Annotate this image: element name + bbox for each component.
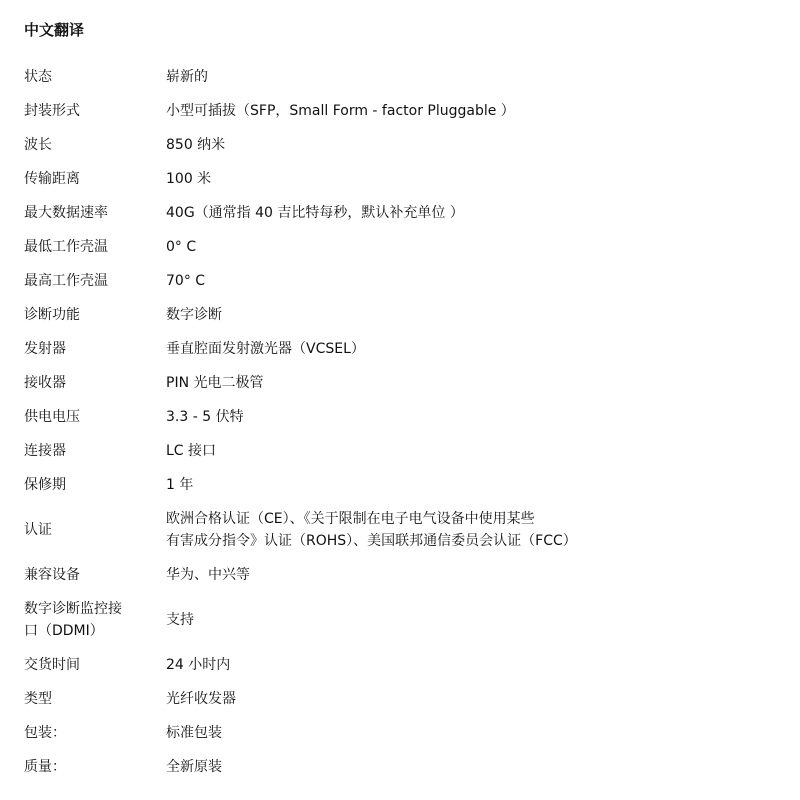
spec-row-wavelength [24, 128, 764, 162]
spec-key [24, 592, 166, 648]
spec-key: 供电电压 [24, 409, 80, 425]
spec-key: 发射器 [24, 341, 66, 357]
spec-row-transmitter [24, 332, 764, 366]
spec-row-voltage [24, 400, 764, 434]
spec-key-line: 口（DDMI） [24, 623, 104, 639]
spec-key: 状态 [24, 69, 52, 85]
spec-value: PIN 光电二极管 [166, 375, 264, 391]
spec-value: 光纤收发器 [166, 691, 236, 707]
spec-key: 波长 [24, 137, 52, 153]
spec-value [166, 502, 764, 558]
spec-key: 质量： [24, 759, 66, 775]
spec-row-connector [24, 434, 764, 468]
spec-row-warranty [24, 468, 764, 502]
spec-row-distance [24, 162, 764, 196]
spec-row-max-temp [24, 264, 764, 298]
spec-row-certification [24, 502, 764, 558]
spec-value: 数字诊断 [166, 307, 222, 323]
spec-value: 40G（通常指 40 吉比特每秒，默认补充单位 ） [166, 205, 464, 221]
spec-value: 小型可插拔（SFP，Small Form - factor Pluggable ） [166, 103, 515, 119]
spec-value: 0° C [166, 239, 197, 255]
spec-value-line: 有害成分指令》认证（ROHS）、美国联邦通信委员会认证（FCC） [166, 533, 577, 549]
spec-value: 支持 [166, 612, 194, 628]
spec-row-min-temp [24, 230, 764, 264]
spec-value: 850 纳米 [166, 137, 226, 153]
spec-value: 1 年 [166, 477, 194, 493]
spec-value: 华为、中兴等 [166, 567, 250, 583]
spec-row-compatible [24, 558, 764, 592]
spec-value: 垂直腔面发射激光器（VCSEL） [166, 341, 365, 357]
spec-key: 最低工作壳温 [24, 239, 108, 255]
spec-value: 全新原装 [166, 759, 222, 775]
spec-row-data-rate [24, 196, 764, 230]
spec-value: 崭新的 [166, 69, 208, 85]
spec-key: 认证 [24, 522, 52, 538]
spec-value: LC 接口 [166, 443, 217, 459]
spec-key-line: 数字诊断监控接 [24, 601, 122, 617]
spec-key: 接收器 [24, 375, 66, 391]
spec-key: 最高工作壳温 [24, 273, 108, 289]
spec-row-status [24, 60, 764, 94]
spec-row-packaging [24, 716, 764, 750]
spec-row-form-factor [24, 94, 764, 128]
spec-key: 封装形式 [24, 103, 80, 119]
spec-key: 交货时间 [24, 657, 80, 673]
spec-value: 70° C [166, 273, 206, 289]
spec-value: 24 小时内 [166, 657, 231, 673]
spec-row-diagnostics [24, 298, 764, 332]
spec-key: 传输距离 [24, 171, 80, 187]
spec-key: 保修期 [24, 477, 66, 493]
spec-row-type [24, 682, 764, 716]
page-title: 中文翻译 [24, 21, 85, 39]
spec-key: 类型 [24, 691, 52, 707]
spec-table [24, 60, 764, 784]
spec-key: 最大数据速率 [24, 205, 108, 221]
spec-key: 兼容设备 [24, 567, 80, 583]
spec-value: 100 米 [166, 171, 212, 187]
spec-row-quality [24, 750, 764, 784]
spec-row-delivery [24, 648, 764, 682]
spec-row-ddmi [24, 592, 764, 648]
spec-key: 包装： [24, 725, 66, 741]
spec-value: 3.3 - 5 伏特 [166, 409, 244, 425]
spec-value: 标准包装 [166, 725, 222, 741]
spec-row-receiver [24, 366, 764, 400]
spec-key: 诊断功能 [24, 307, 80, 323]
spec-value-line: 欧洲合格认证（CE）、《关于限制在电子电气设备中使用某些 [166, 511, 535, 527]
spec-key: 连接器 [24, 443, 66, 459]
